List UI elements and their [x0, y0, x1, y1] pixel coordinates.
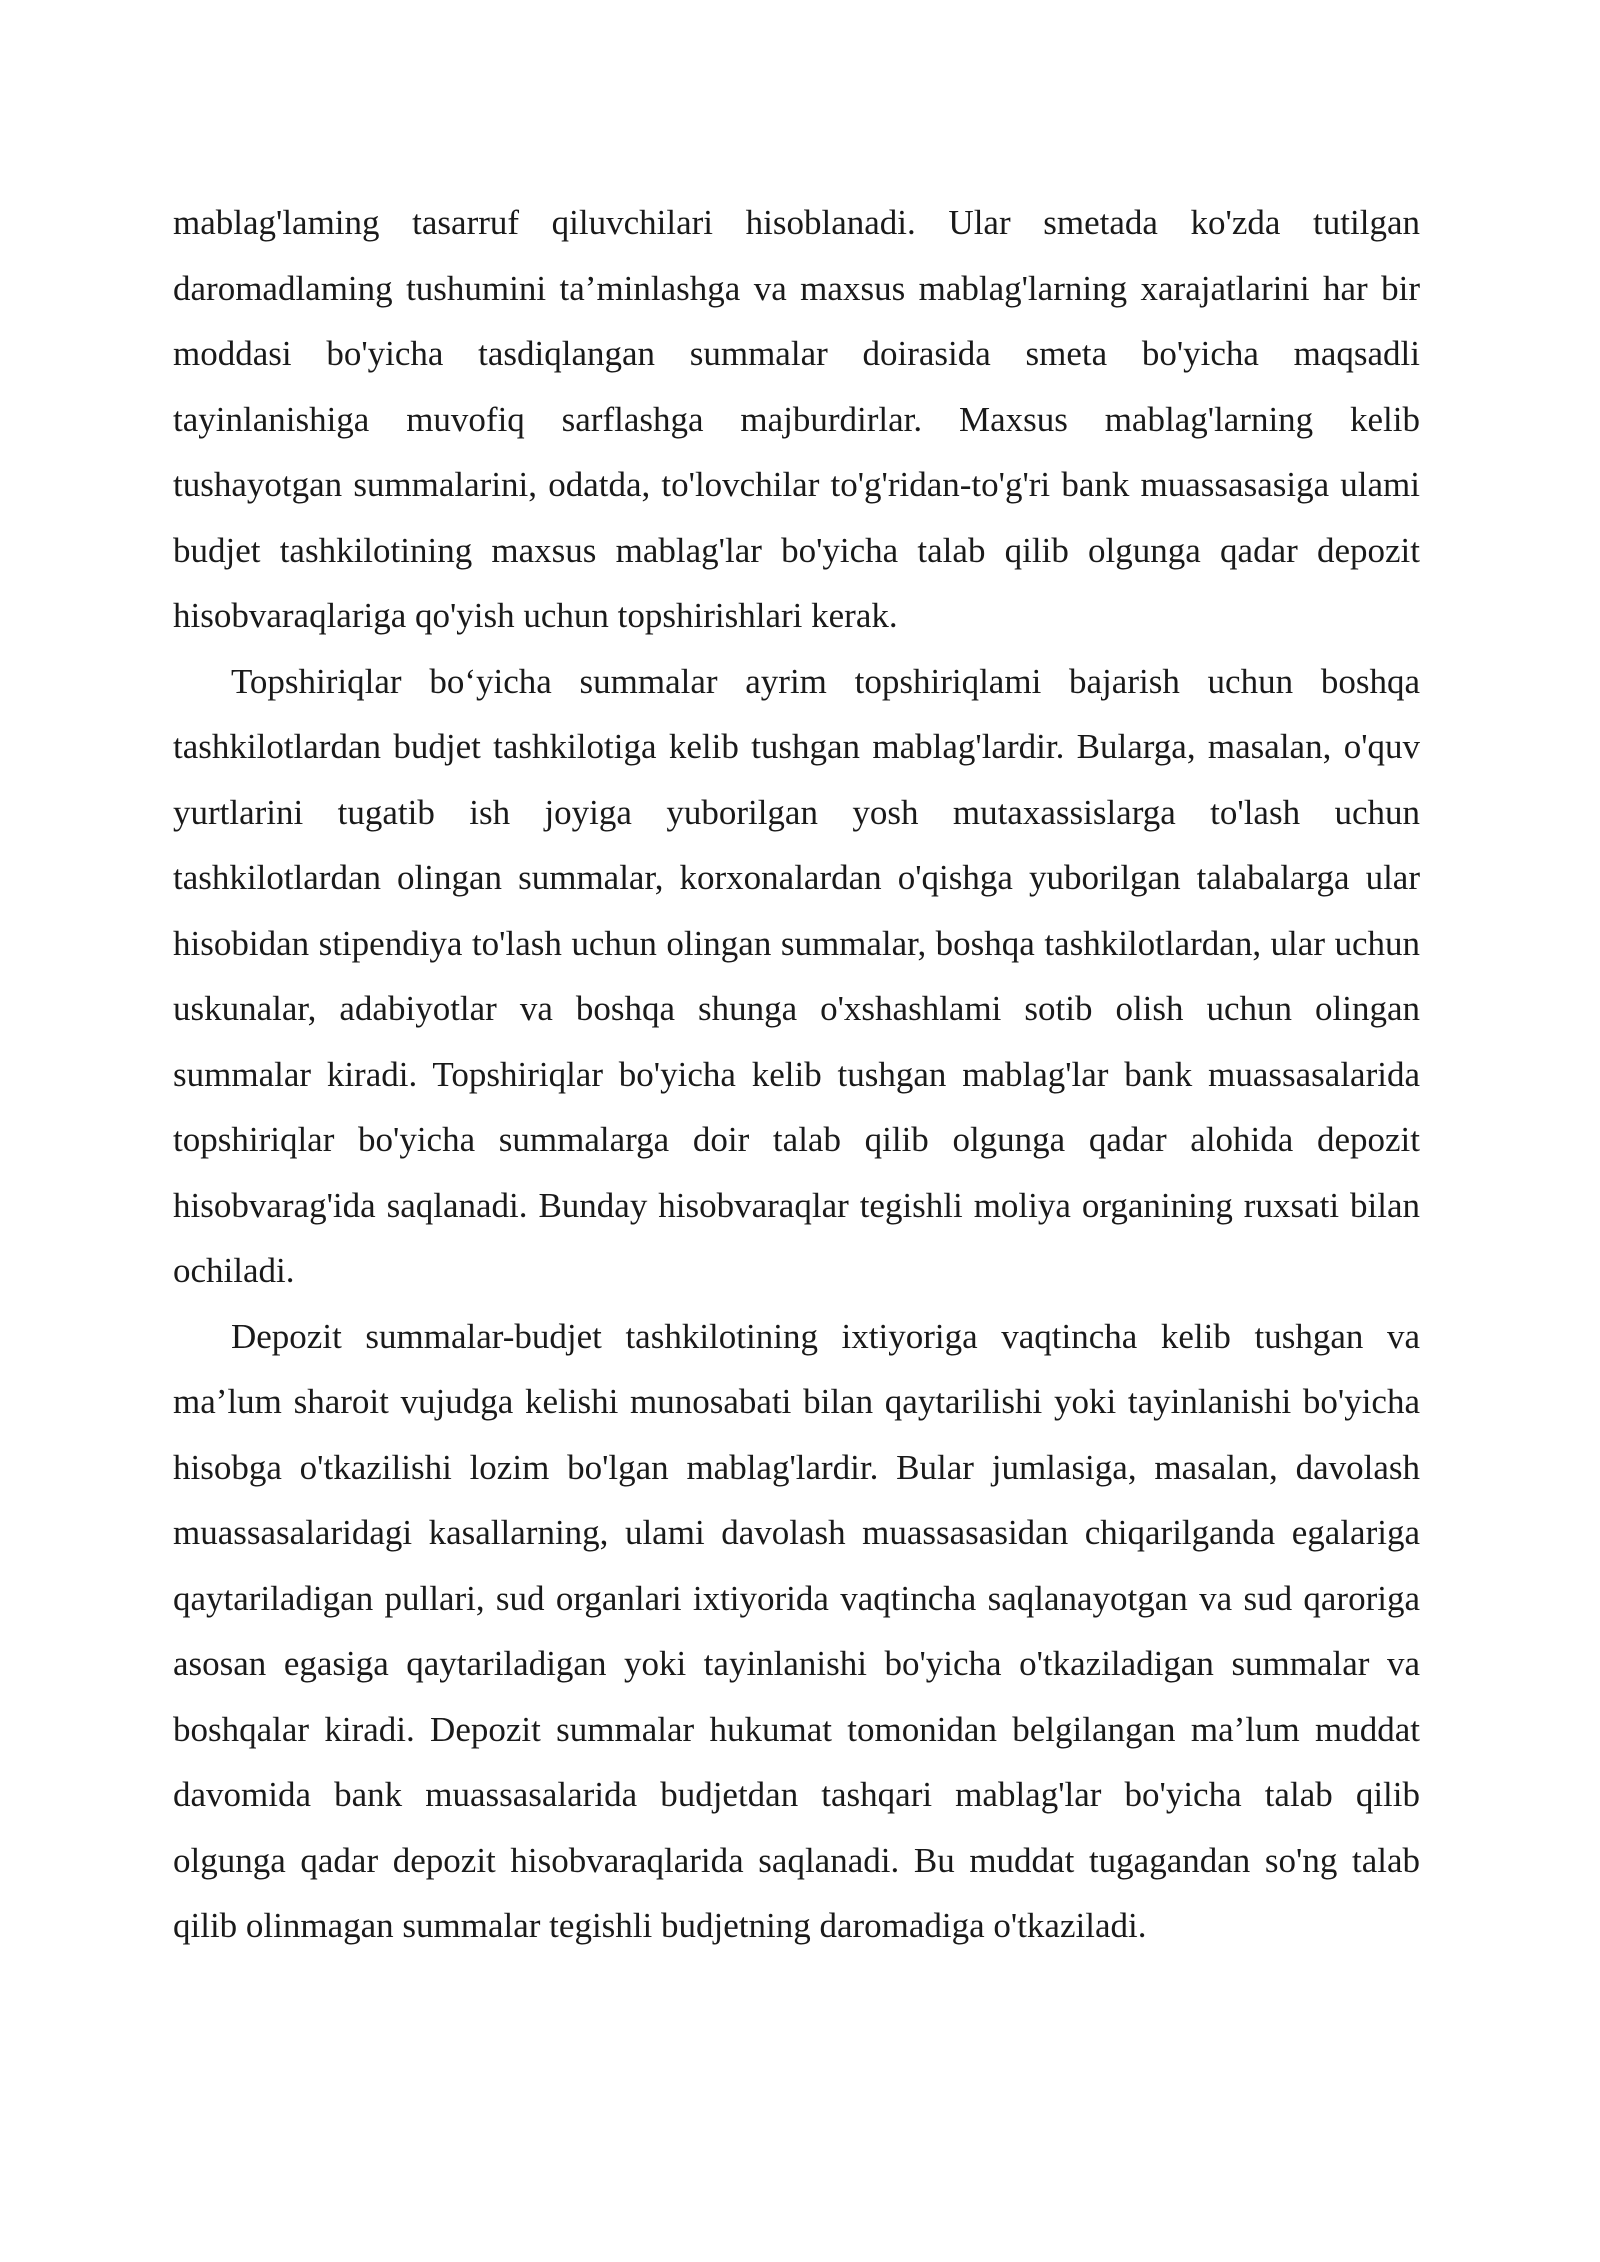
document-body: [173, 190, 1420, 1959]
paragraph-depozit-summalar: Depozit summalar-budjet tashkilotining ixtiyoriga vaqtincha kelib tushgan va ma’lum sharoit vujudga kelishi munosabati bilan qaytarilishi yoki tayinlanishi bo'yicha hisobga o'tkazilishi lozim bo'lgan mablag'lardir. Bular jumlasiga, masalan, davolash muassasalaridagi kasallarning, ulami davolash muassasasidan chiqarilganda egalariga qaytariladigan pullari, sud organlari ixtiyorida vaqtincha saqlanayotgan va sud qaroriga asosan egasiga qaytariladigan yoki tayinlanishi bo'yicha o'tkaziladigan summalar va boshqalar kiradi. Depozit summalar hukumat tomonidan belgilangan ma’lum muddat davomida bank muassasalarida budjetdan tashqari mablag'lar bo'yicha talab qilib olgunga qadar depozit hisobvaraqlarida saqlanadi. Bu muddat tugagandan so'ng talab qilib olinmagan summalar tegishli budjetning daromadiga o'tkaziladi.: [173, 1316, 1420, 1945]
paragraph-continuation: mablag'laming tasarruf qiluvchilari hisoblanadi. Ular smetada ko'zda tutilgan daromadlaming tushumini ta’minlashga va maxsus mablag'larning xarajatlarini har bir moddasi bo'yicha tasdiqlangan summalar doirasida smeta bo'yicha maqsadli tayinlanishiga muvofiq sarflashga majburdirlar. Maxsus mablag'larning kelib tushayotgan summalarini, odatda, to'lovchilar to'g'ridan-to'g'ri bank muassasasiga ulami budjet tashkilotining maxsus mablag'lar bo'yicha talab qilib olgunga qadar depozit hisobvaraqlariga qo'yish uchun topshirishlari kerak.: [173, 203, 1420, 635]
paragraph-topshiriqlar: Topshiriqlar bo‘yicha summalar ayrim topshiriqlami bajarish uchun boshqa tashkilotlardan budjet tashkilotiga kelib tushgan mablag'lardir. Bularga, masalan, o'quv yurtlarini tugatib ish joyiga yuborilgan yosh mutaxassislarga to'lash uchun tashkilotlardan olingan summalar, korxonalardan o'qishga yuborilgan talabalarga ular hisobidan stipendiya to'lash uchun olingan summalar, boshqa tashkilotlardan, ular uchun uskunalar, adabiyotlar va boshqa shunga o'xshashlami sotib olish uchun olingan summalar kiradi. Topshiriqlar bo'yicha kelib tushgan mablag'lar bank muassasalarida topshiriqlar bo'yicha summalarga doir talab qilib olgunga qadar alohida depozit hisobvarag'ida saqlanadi. Bunday hisobvaraqlar tegishli moliya organining ruxsati bilan ochiladi.: [173, 661, 1420, 1290]
